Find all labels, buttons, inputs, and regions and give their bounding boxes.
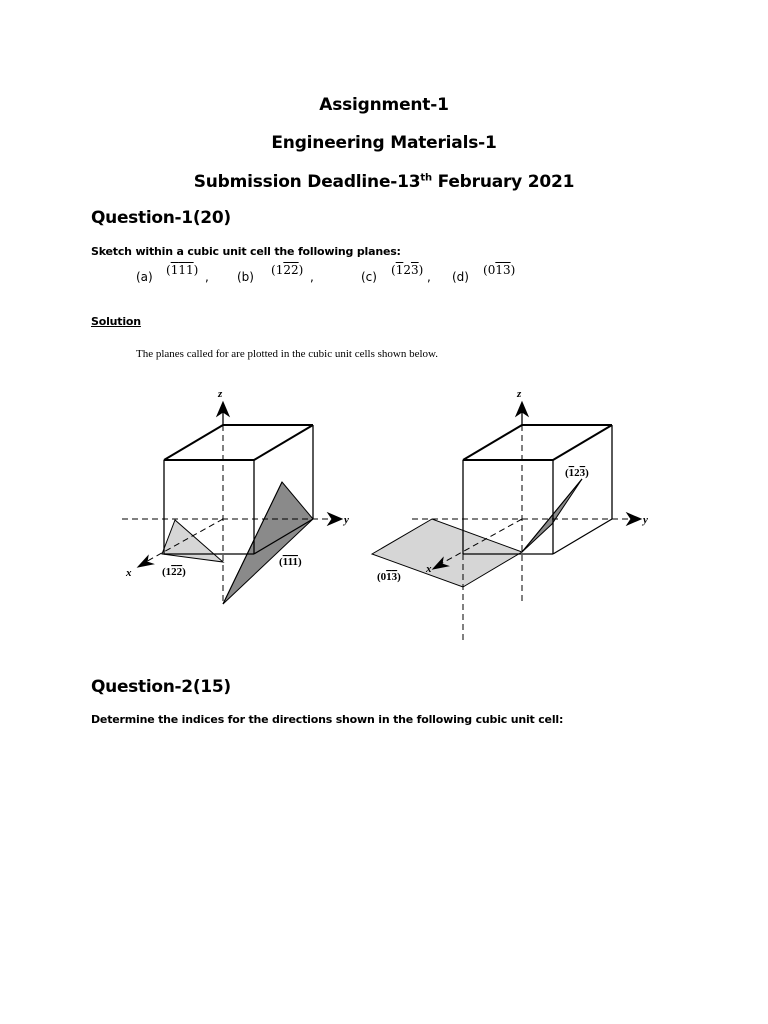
miller-digit: 1: [165, 566, 172, 578]
miller-digit: 3: [391, 571, 398, 583]
plane-122-shape: [162, 520, 223, 562]
miller-digit: 1: [275, 263, 284, 277]
unit-cell-figure: [112, 384, 657, 646]
miller-digit: 2: [283, 263, 291, 277]
x-axis-arrowhead: [138, 556, 153, 567]
miller-digit: 3: [410, 263, 419, 277]
miller-digit: 2: [176, 566, 183, 578]
miller-digit: 2: [574, 467, 580, 479]
option-a-label: (a): [136, 270, 153, 284]
question-1-heading: Question-1(20): [91, 208, 231, 228]
comma: ,: [310, 270, 314, 284]
miller-digit: 0: [487, 263, 496, 277]
miller-digit: 0: [380, 571, 387, 583]
miller-digit: 1: [185, 263, 194, 277]
question-1-prompt: Sketch within a cubic unit cell the following planes:: [91, 245, 401, 258]
option-c-label: (c): [361, 270, 377, 284]
plane-123-label: (123): [565, 467, 589, 479]
y-axis-arrowhead: [328, 513, 342, 525]
option-c-plane: (123): [391, 263, 424, 277]
submission-deadline: Submission Deadline-13th February 2021: [193, 172, 575, 192]
plane-122-label: (122): [162, 566, 186, 578]
miller-digit: 3: [579, 467, 586, 479]
miller-digit: 2: [171, 566, 177, 578]
comma: ,: [205, 270, 209, 284]
miller-digit: 2: [403, 263, 411, 277]
comma: ,: [427, 270, 431, 284]
axis-y-label: y: [344, 514, 349, 526]
miller-digit: 1: [495, 263, 503, 277]
option-d-plane: (013): [483, 263, 516, 277]
axis-y-label: y: [643, 514, 648, 526]
plane-013-label: (013): [377, 571, 401, 583]
course-title: Engineering Materials-1: [271, 133, 497, 153]
miller-digit: 1: [170, 263, 179, 277]
axis-z-label: z: [517, 388, 522, 400]
axis-x-label: x: [426, 563, 432, 575]
question-2-heading: Question-2(15): [91, 677, 231, 697]
miller-digit: 1: [395, 263, 404, 277]
miller-digit: 1: [292, 556, 298, 568]
miller-digit: 2: [290, 263, 299, 277]
plane-111-label: (111): [279, 556, 302, 568]
solution-text: The planes called for are plotted in the cubic unit cells shown below.: [136, 348, 438, 360]
axis-z-label: z: [218, 388, 223, 400]
y-axis-arrowhead: [627, 513, 641, 525]
left-unit-cell: [122, 402, 342, 604]
question-2-prompt: Determine the indices for the directions shown in the following cubic unit cell:: [91, 713, 564, 726]
solution-label: Solution: [91, 315, 141, 328]
miller-digit: 1: [178, 263, 186, 277]
miller-digit: 1: [568, 467, 575, 479]
option-b-plane: (122): [271, 263, 304, 277]
miller-digit: 1: [282, 556, 288, 568]
miller-digit: 3: [502, 263, 511, 277]
plane-111-shape: [223, 482, 313, 604]
miller-digit: 1: [386, 571, 392, 583]
axis-x-label: x: [126, 567, 132, 579]
assignment-title: Assignment-1: [319, 95, 449, 115]
miller-digit: 1: [287, 556, 293, 568]
option-a-plane: (111): [166, 263, 199, 277]
option-d-label: (d): [452, 270, 469, 284]
right-unit-cell: [372, 402, 641, 642]
option-b-label: (b): [237, 270, 254, 284]
